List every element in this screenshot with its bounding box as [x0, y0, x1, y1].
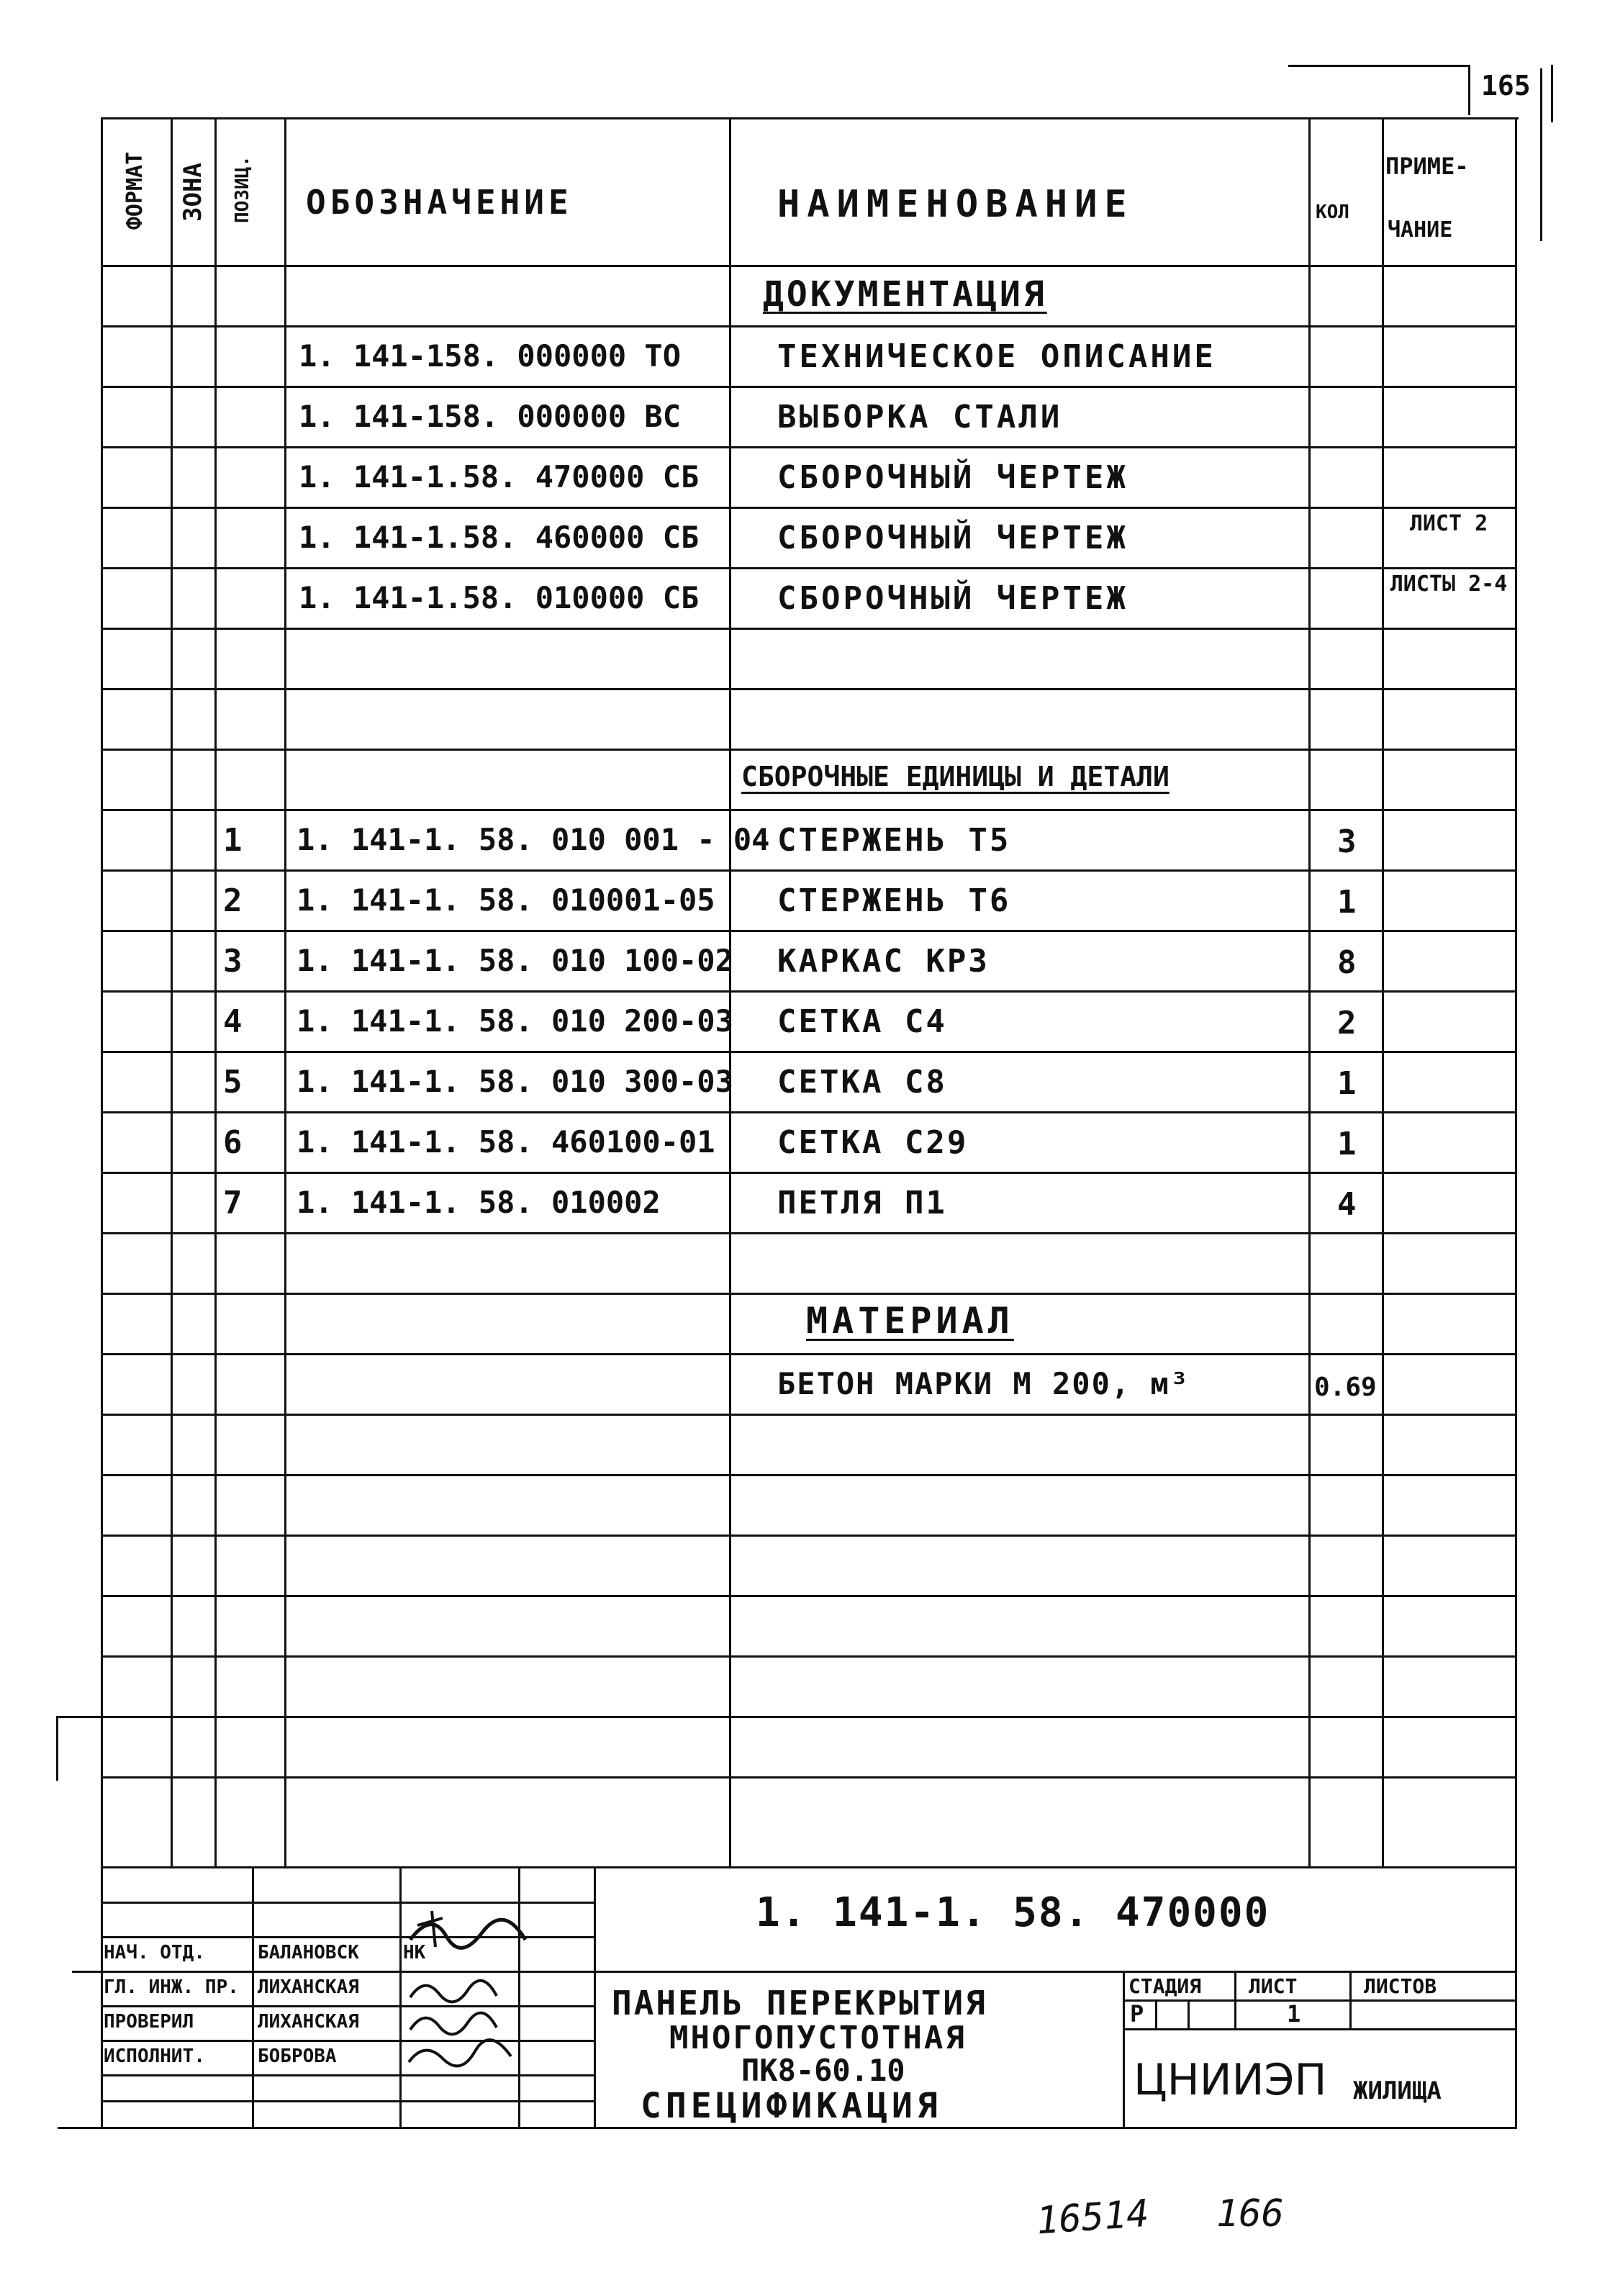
item-designation: 1. 141-1. 58. 010 100-02 — [297, 943, 733, 978]
title-line: СПЕЦИФИКАЦИЯ — [641, 2086, 942, 2126]
signature-role: НАЧ. ОТД. — [104, 1942, 205, 1963]
item-designation: 1. 141-1. 58. 010001-05 — [297, 882, 715, 918]
row-line — [101, 809, 1517, 811]
sheet-label: ЛИСТ — [1249, 1974, 1298, 1998]
frame-right-extension — [1540, 68, 1542, 241]
stage-value: Р — [1130, 2000, 1144, 2028]
signature-name: ЛИХАНСКАЯ — [258, 1976, 359, 1998]
table-right-border — [1515, 117, 1517, 2127]
tb-bottom-border — [58, 2127, 1517, 2129]
margin-mark — [56, 1716, 58, 1781]
header-position: ПОЗИЦ. — [232, 155, 253, 223]
row-line — [101, 446, 1517, 448]
row-line — [101, 325, 1517, 327]
table-top-border — [101, 117, 1519, 119]
doc-name: СБОРОЧНЫЙ ЧЕРТЕЖ — [777, 459, 1128, 496]
row-line — [101, 1172, 1517, 1174]
margin-mark — [56, 1716, 101, 1718]
header-note-line1: ПРИМЕ- — [1385, 153, 1469, 180]
stage-label: СТАДИЯ — [1128, 1974, 1202, 1998]
signature-role: ПРОВЕРИЛ — [104, 2011, 194, 2033]
section-material: МАТЕРИАЛ — [806, 1300, 1014, 1342]
organization-small: ЖИЛИЩА — [1353, 2076, 1442, 2105]
row-line — [101, 990, 1517, 993]
row-line — [101, 688, 1517, 690]
section-assemblies: СБОРОЧНЫЕ ЕДИНИЦЫ И ДЕТАЛИ — [741, 761, 1170, 792]
signature-name: ЛИХАНСКАЯ — [258, 2011, 359, 2033]
row-line — [101, 1353, 1517, 1355]
item-qty: 4 — [1337, 1186, 1357, 1223]
item-pos: 4 — [223, 1003, 243, 1040]
row-line — [101, 1232, 1517, 1234]
sheet-number-left-rule — [1468, 65, 1470, 115]
doc-designation: 1. 141-1.58. 460000 СБ — [299, 520, 700, 555]
row-line — [101, 1535, 1517, 1537]
row-line — [101, 386, 1517, 388]
tb-vline — [1188, 1999, 1190, 2028]
row-line — [101, 567, 1517, 569]
doc-name: ВЫБОРКА СТАЛИ — [777, 399, 1063, 435]
item-qty: 1 — [1337, 884, 1357, 921]
item-name: СТЕРЖЕНЬ Т5 — [777, 822, 1011, 859]
header-zone: ЗОНА — [178, 163, 207, 222]
header-designation: ОБОЗНАЧЕНИЕ — [306, 183, 573, 222]
doc-name: СБОРОЧНЫЙ ЧЕРТЕЖ — [777, 520, 1128, 556]
item-pos: 1 — [223, 822, 243, 859]
standard-control-label: НК — [403, 1942, 426, 1963]
doc-designation: 1. 141-158. 000000 ТО — [299, 338, 682, 374]
item-designation: 1. 141-1. 58. 460100-01 — [297, 1124, 715, 1160]
table-left-border — [101, 117, 103, 2127]
item-pos: 5 — [223, 1064, 243, 1100]
tb-hline — [101, 2074, 594, 2076]
doc-designation: 1. 141-1.58. 470000 СБ — [299, 459, 700, 494]
sheet-value: 1 — [1287, 2000, 1301, 2028]
header-name: НАИМЕНОВАНИЕ — [777, 183, 1134, 226]
header-quantity: КОЛ — [1316, 202, 1349, 223]
doc-designation: 1. 141-1.58. 010000 СБ — [299, 580, 700, 615]
tb-hline — [1123, 1999, 1517, 2002]
tb-hline — [101, 2100, 594, 2102]
row-line — [101, 628, 1517, 630]
tb-vline — [594, 1866, 596, 2127]
row-line — [101, 1111, 1517, 1113]
sheets-label: ЛИСТОВ — [1364, 1974, 1437, 1998]
tb-hline — [1123, 2028, 1517, 2030]
item-name: ПЕТЛЯ П1 — [777, 1185, 947, 1221]
signature-role: ГЛ. ИНЖ. ПР. — [104, 1976, 239, 1998]
title-line: ПК8-60.10 — [741, 2053, 905, 2088]
item-qty: 3 — [1337, 823, 1357, 860]
row-line — [101, 1655, 1517, 1658]
row-line — [101, 749, 1517, 751]
item-designation: 1. 141-1. 58. 010 200-03 — [297, 1003, 733, 1039]
item-name: СЕТКА С4 — [777, 1003, 947, 1040]
row-line — [101, 930, 1517, 932]
handwritten-number: 166 — [1216, 2192, 1284, 2236]
doc-name: СБОРОЧНЫЙ ЧЕРТЕЖ — [777, 580, 1128, 617]
item-pos: 2 — [223, 882, 243, 919]
sheet-number: 165 — [1481, 70, 1531, 101]
row-line — [101, 1595, 1517, 1597]
title-line: ПАНЕЛЬ ПЕРЕКРЫТИЯ — [612, 1984, 987, 2022]
material-name: БЕТОН МАРКИ М 200, м³ — [777, 1366, 1190, 1401]
item-qty: 1 — [1337, 1126, 1357, 1162]
handwritten-signature — [403, 1904, 547, 2069]
item-qty: 1 — [1337, 1065, 1357, 1102]
sheet-number-right-rule — [1551, 65, 1553, 122]
doc-designation: 1. 141-158. 000000 ВС — [299, 399, 682, 434]
handwritten-number: 16514 — [1035, 2192, 1151, 2243]
header-format: ФОРМАТ — [122, 151, 148, 230]
document-code: 1. 141-1. 58. 470000 — [756, 1889, 1270, 1936]
row-line — [101, 1051, 1517, 1053]
item-name: СЕТКА С29 — [777, 1124, 969, 1161]
tb-vline — [252, 1866, 254, 2127]
item-designation: 1. 141-1. 58. 010002 — [297, 1185, 661, 1220]
item-qty: 8 — [1337, 944, 1357, 981]
item-designation: 1. 141-1. 58. 010 001 - 04 — [297, 822, 770, 857]
tb-hline — [72, 1971, 1517, 1973]
signature-name: БАЛАНОВСК — [258, 1942, 359, 1963]
section-documentation: ДОКУМЕНТАЦИЯ — [763, 274, 1047, 315]
header-bottom-border — [101, 265, 1517, 267]
item-pos: 3 — [223, 943, 243, 980]
row-line — [101, 507, 1517, 509]
row-line — [101, 869, 1517, 872]
item-designation: 1. 141-1. 58. 010 300-03 — [297, 1064, 733, 1099]
doc-name: ТЕХНИЧЕСКОЕ ОПИСАНИЕ — [777, 338, 1216, 375]
tb-vline — [399, 1866, 402, 2127]
organization-large: ЦНИИЭП — [1134, 2055, 1327, 2105]
signature-name: БОБРОВА — [258, 2046, 337, 2067]
tb-vline — [1155, 1999, 1157, 2028]
item-pos: 7 — [223, 1185, 243, 1221]
row-line — [101, 1414, 1517, 1416]
row-line — [101, 1293, 1517, 1295]
row-line — [101, 1474, 1517, 1476]
signature-role: ИСПОЛНИТ. — [104, 2046, 205, 2067]
doc-note: ЛИСТ 2 — [1409, 511, 1488, 536]
item-name: СТЕРЖЕНЬ Т6 — [777, 882, 1011, 919]
doc-note: ЛИСТЫ 2-4 — [1390, 571, 1508, 597]
top-rule — [1288, 65, 1468, 67]
item-name: СЕТКА С8 — [777, 1064, 947, 1100]
tb-vline — [1123, 1971, 1125, 2127]
row-line — [101, 1866, 1517, 1868]
material-qty: 0.69 — [1314, 1373, 1377, 1402]
header-note-line2: ЧАНИЕ — [1388, 217, 1453, 243]
row-line — [101, 1716, 1517, 1718]
item-qty: 2 — [1337, 1005, 1357, 1041]
item-pos: 6 — [223, 1124, 243, 1161]
row-line — [101, 1776, 1517, 1779]
title-line: МНОГОПУСТОТНАЯ — [669, 2020, 967, 2056]
item-name: КАРКАС КР3 — [777, 943, 990, 980]
